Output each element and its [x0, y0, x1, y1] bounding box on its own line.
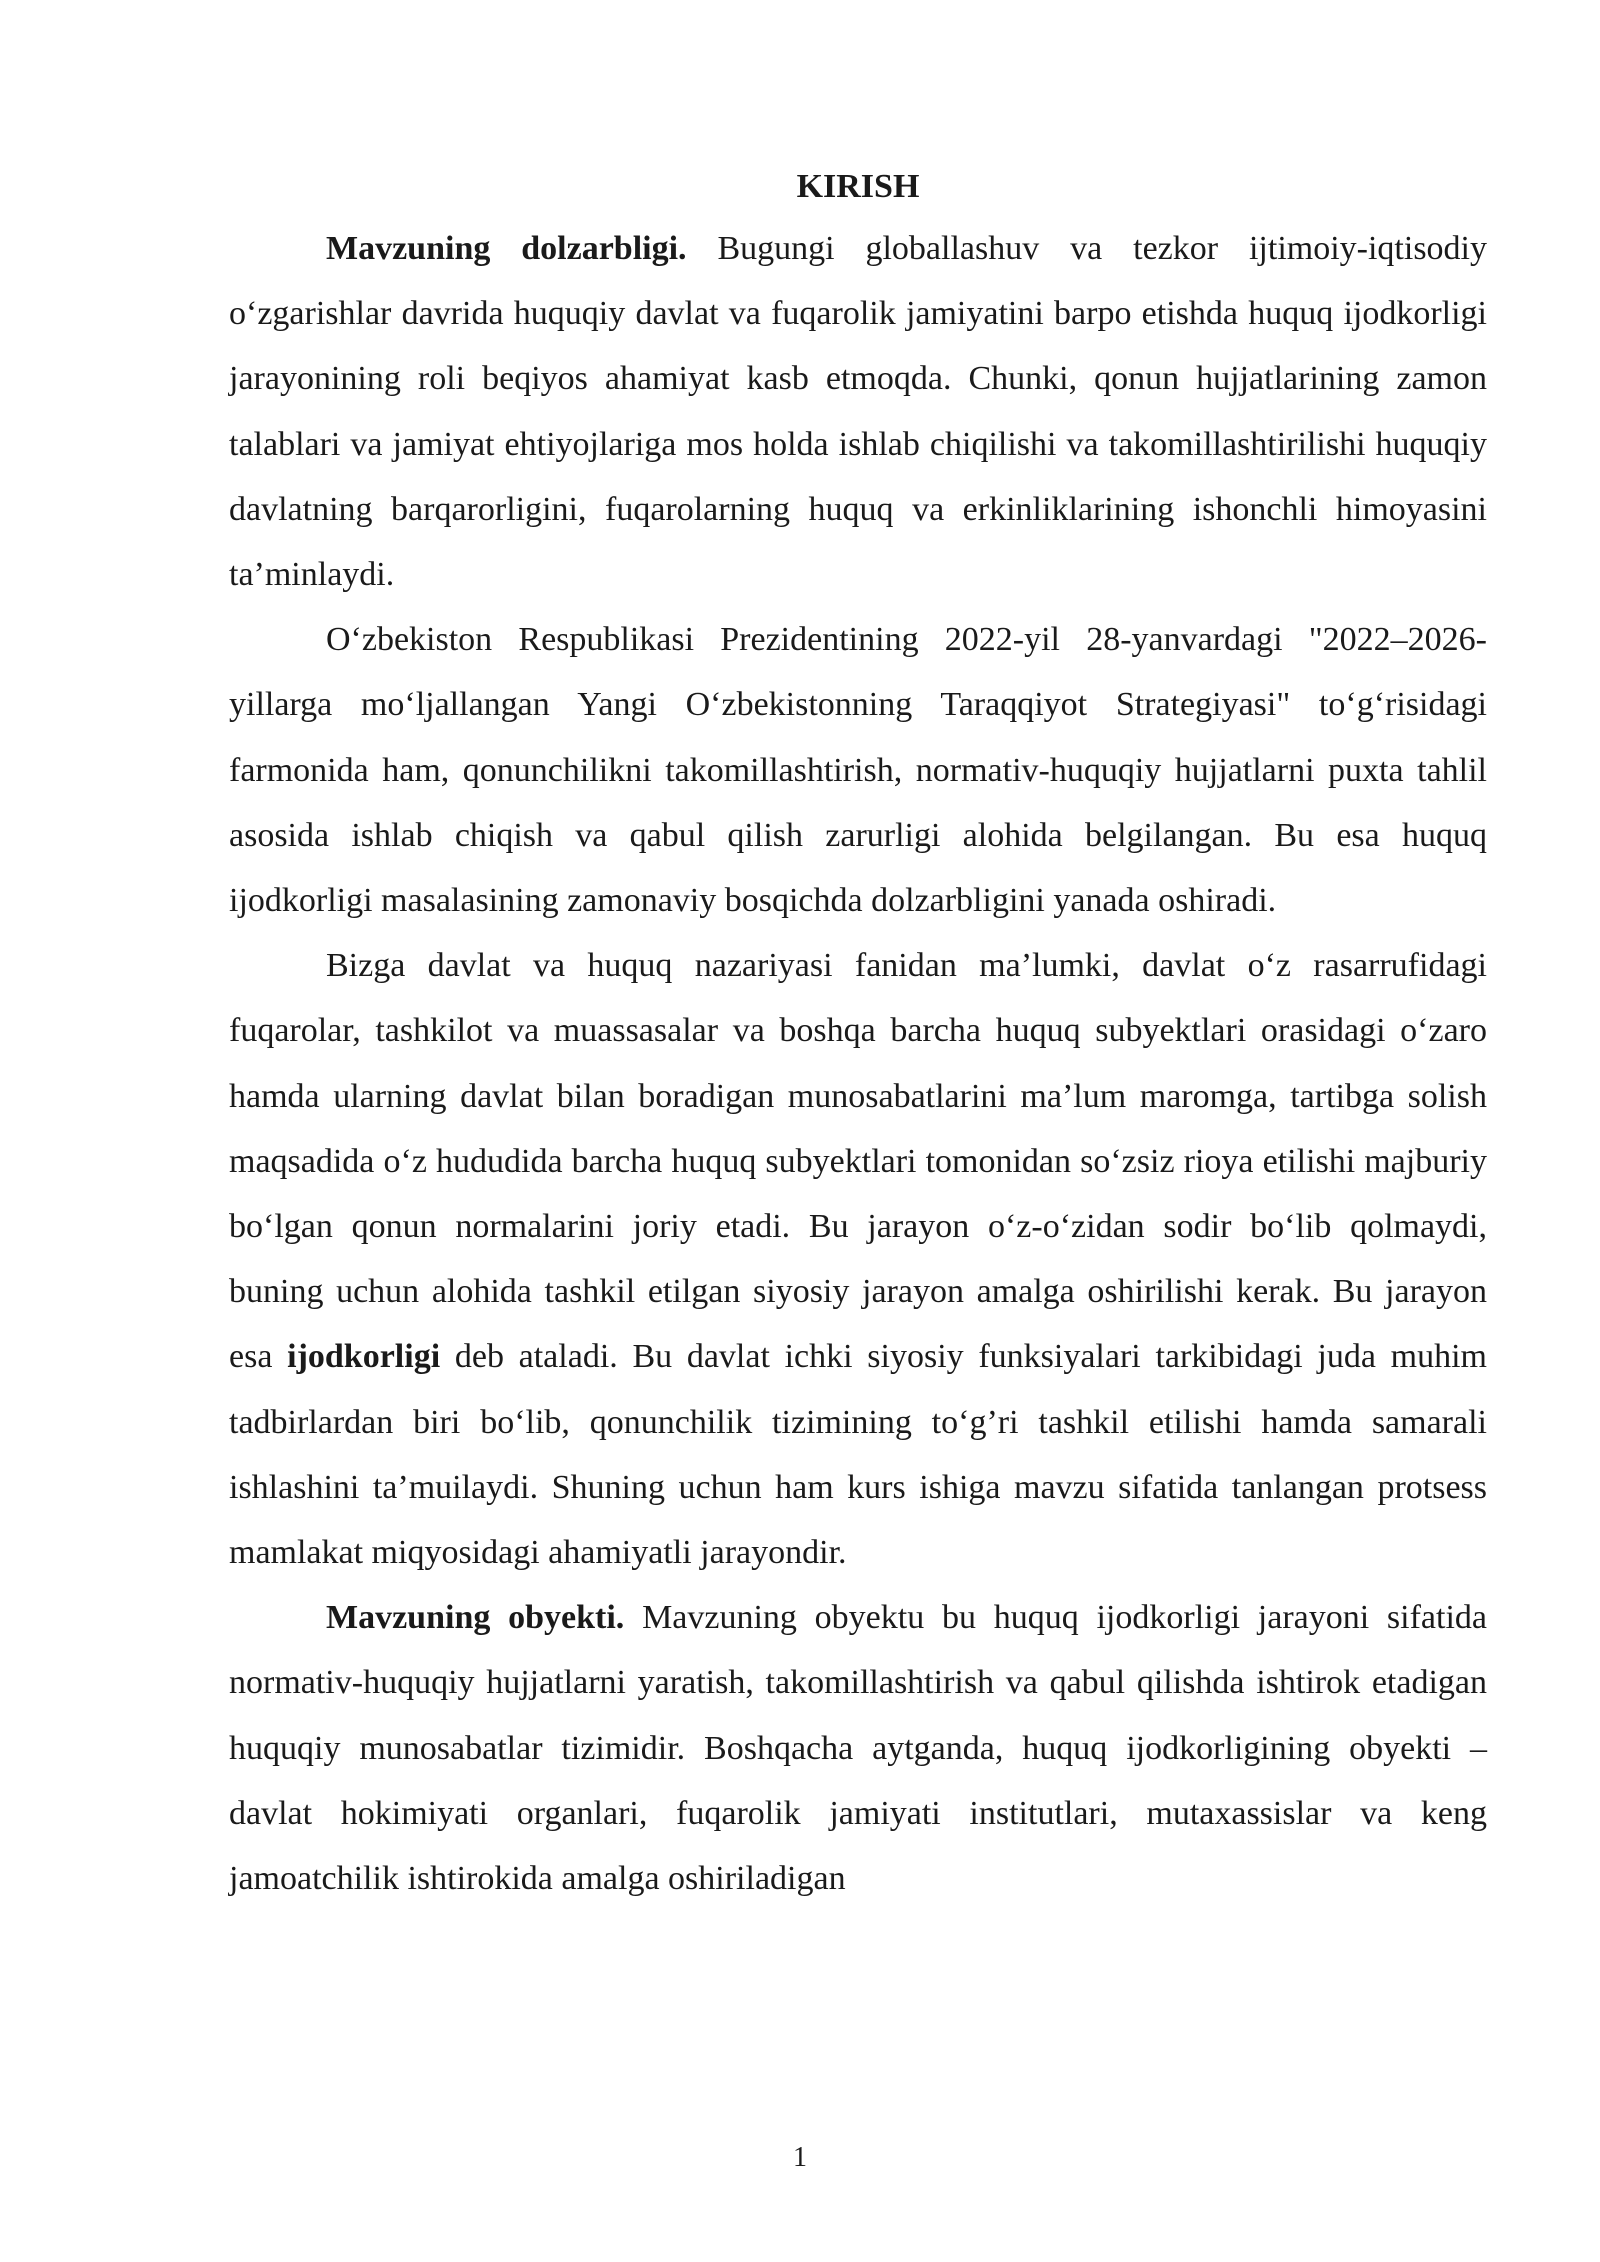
paragraph-lead: Mavzuning obyekti. — [326, 1599, 625, 1637]
paragraph-object — [229, 1585, 1487, 1911]
paragraph-state-theory — [229, 933, 1487, 1585]
paragraph-text: Mavzuning obyektu bu huquq ijodkorligi jarayoni sifatida normativ-huquqiy hujjatlarni yaratish, takomillashtirish va qabul qilishda ishtirok etadigan huquqiy munosabatlar tizimidir. Boshqacha aytganda, huquq ijodkorligining obyekti – davlat hokimiyati organlari, fuqarolik jamiyati institutlari, mutaxassislar va keng jamoatchilik ishtirokida amalga oshiriladigan — [229, 1599, 1488, 1898]
page-title: KIRISH — [796, 168, 920, 205]
paragraph-lead: Mavzuning dolzarbligi. — [326, 230, 687, 267]
paragraph-strategy — [229, 607, 1487, 933]
paragraph-text-continued: deb ataladi. Bu davlat ichki siyosiy funksiyalari tarkibidagi juda muhim tadbirlardan biri bo‘lib, qonunchilik tizimining to‘g’ri tashkil etilishi hamda samarali ishlashini ta’muilaydi. Shuning uchun ham kurs ishiga mavzu sifatida tanlangan protsess mamlakat miqyosidagi ahamiyatli jarayondir. — [229, 1338, 1488, 1572]
paragraph-text: Bizga davlat va huquq nazariyasi fanidan ma’lumki, davlat o‘z rasarrufidagi fuqarolar, tashkilot va muassasalar va boshqa barcha huquq subyektlari orasidagi o‘zaro hamda ularning davlat bilan boradigan munosabatlarini ma’lum maromga, tartibga solish maqsadida o‘z hududida barcha huquq subyektlari tomonidan so‘zsiz rioya etilishi majburiy bo‘lgan qonun normalarini joriy etadi. Bu jarayon o‘z-o‘zidan sodir bo‘lib qolmaydi, buning uchun alohida tashkil etilgan siyosiy jarayon amalga oshirilishi kerak. Bu jarayon esa — [229, 947, 1487, 1376]
paragraph-emphasis: ijodkorligi — [287, 1338, 441, 1376]
paragraph-text: Bugungi globallashuv va tezkor ijtimoiy-iqtisodiy o‘zgarishlar davrida huquqiy davlat va fuqarolik jamiyatini barpo etishda huquq ijodkorligi jarayonining roli beqiyos ahamiyat kasb etmoqda. Chunki, qonun hujjatlarining zamon talablari va jamiyat ehtiyojlariga mos holda ishlab chiqilishi va takomillashtirilishi huquqiy davlatning barqarorligini, fuqarolarning huquq va erkinliklarining ishonchli himoyasini ta’minlaydi. — [229, 230, 1488, 594]
page-number: 1 — [793, 2142, 807, 2173]
paragraph-relevance — [229, 216, 1487, 607]
paragraph-text: O‘zbekiston Respublikasi Prezidentining 2022-yil 28-yanvardagi "2022–2026-yillarga mo‘ljallangan Yangi O‘zbekistonning Taraqqiyot Strategiyasi" to‘g‘risidagi farmonida ham, qonunchilikni takomillashtirish, normativ-huquqiy hujjatlarni puxta tahlil asosida ishlab chiqish va qabul qilish zarurligi alohida belgilangan. Bu esa huquq ijodkorligi masalasining zamonaviy bosqichda dolzarbligini yanada oshiradi. — [229, 621, 1487, 920]
page-content — [229, 158, 1487, 1911]
